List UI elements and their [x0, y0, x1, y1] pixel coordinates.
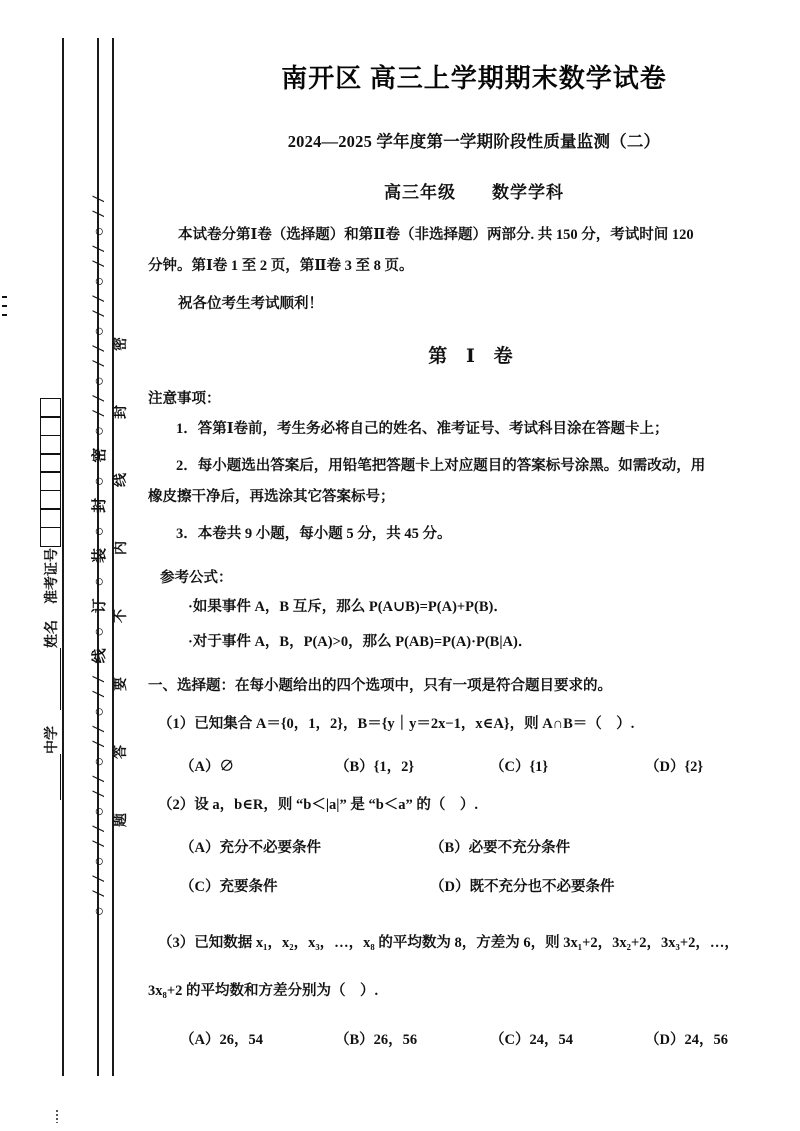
exam-subtitle: 2024—2025 学年度第一学期阶段性质量监测（二） [287, 132, 661, 151]
seal-dot-3: ○ [91, 573, 108, 587]
exam-id-box[interactable] [40, 398, 61, 418]
edge-tick [2, 305, 7, 307]
exam-id-label: 准考证号 [45, 548, 60, 604]
edge-tick [2, 296, 7, 298]
notice-item-3: 3．本卷共 9 小题，每小题 5 分，共 45 分。 [176, 526, 452, 542]
seal-dot-1: ○ [91, 473, 108, 487]
question-2-option-a[interactable]: （A）充分不必要条件 [180, 840, 321, 856]
seal-line-text [88, 38, 109, 1072]
seal-char-feng: 封 [92, 496, 108, 513]
question-block-2 [148, 790, 800, 914]
question-2-stem: （2）设 a，b∈R，则 “b＜|a|” 是 “b＜a” 的（ ）. [158, 797, 479, 813]
name-label: 姓名 [44, 620, 60, 648]
seal-char-mi: 密 [92, 446, 108, 463]
seal-tick-run: ○ / / ○ / / ○ / / ○ / / ○ / / [91, 674, 108, 917]
reference-formula-2: ·对于事件 A，B，P(A)>0，那么 P(AB)=P(A)·P(B|A)． [188, 634, 533, 650]
exam-id-box[interactable] [40, 435, 61, 455]
seal-dot-4: ○ [91, 623, 108, 637]
intro-line-1: 本试卷分第Ⅰ卷（选择题）和第Ⅱ卷（非选择题）两部分. 共 150 分，考试时间 120 [178, 227, 694, 243]
grade-subject-line: 高三年级 数学学科 [384, 183, 564, 202]
field-school[interactable] [41, 724, 61, 800]
page-edge-tick-marks [2, 296, 8, 330]
binding-margin [0, 0, 140, 1131]
exam-id-box[interactable] [40, 490, 61, 510]
seal-char-ding: 订 [92, 597, 108, 614]
question-3-option-d[interactable]: （D）24，56 [645, 1032, 728, 1048]
question-3-stem-cont: 3x₈+2 的平均数和方差分别为（ ）. [148, 983, 379, 999]
seal-dot-2: ○ [91, 523, 108, 537]
school-write-line[interactable] [48, 754, 61, 800]
question-1-options [148, 755, 800, 776]
question-1-option-d[interactable]: （D）{2} [645, 759, 704, 775]
field-name[interactable] [41, 618, 61, 710]
question-3-option-c[interactable]: （C）24，54 [490, 1032, 573, 1048]
seal-tick-run-2: ○ / / ○ / / ○ / / ○ / / ○ / / [91, 193, 108, 436]
section-heading-paper-one: 第 Ⅰ 卷 [428, 346, 520, 367]
question-2-option-c[interactable]: （C）充要条件 [180, 879, 278, 895]
seal-char-zhuang: 装 [92, 547, 108, 564]
edge-tick [2, 314, 7, 316]
student-info-fields [40, 384, 61, 800]
question-block-1 [148, 709, 800, 776]
question-3-option-b[interactable]: （B）26，56 [335, 1032, 418, 1048]
question-1-option-c[interactable]: （C）{1} [490, 759, 549, 775]
page-title: 南开区 高三上学期期末数学试卷 [281, 64, 667, 93]
scan-artifact-mark [56, 1110, 58, 1123]
question-block-3 [148, 928, 800, 1049]
notice-item-1: 1．答第Ⅰ卷前，考生务必将自己的姓名、准考证号、考试科目涂在答题卡上； [176, 421, 669, 437]
notice-title: 注意事项： [148, 391, 221, 407]
intro-wish-line: 祝各位考生考试顺利！ [178, 296, 323, 312]
question-1-option-a[interactable]: （A）∅ [180, 759, 234, 775]
binding-line-outer [62, 38, 64, 1076]
school-label: 中学 [44, 726, 60, 754]
exam-id-box[interactable] [40, 416, 61, 436]
exam-id-box[interactable] [40, 471, 61, 491]
question-3-stem: （3）已知数据 x₁，x₂，x₃，…，x₈ 的平均数为 8，方差为 6，则 3x₁+2，3x₂+2，3x₃+2，…， [158, 935, 739, 951]
seal-char-xian: 线 [92, 647, 108, 664]
exam-paper-body [148, 0, 800, 1131]
notice-item-2: 2．每小题选出答案后，用铅笔把答题卡上对应题目的答案标号涂黑。如需改动，用 [176, 458, 706, 474]
exam-id-box[interactable] [40, 508, 61, 528]
question-1-option-b[interactable]: （B）{1，2} [335, 759, 415, 775]
seal-warning-text: 题答要不内线封密 [114, 283, 129, 827]
question-1-stem: （1）已知集合 A＝{0，1，2}，B＝{y｜y＝2x−1，x∈A}，则 A∩B＝（ ）. [158, 716, 635, 732]
name-write-line[interactable] [48, 648, 61, 710]
question-3-options [148, 1028, 800, 1049]
part-one-heading: 一、选择题：在每小题给出的四个选项中，只有一项是符合题目要求的。 [148, 678, 612, 694]
question-3-option-a[interactable]: （A）26，54 [180, 1032, 263, 1048]
intro-line-2: 分钟。第Ⅰ卷 1 至 2 页，第Ⅱ卷 3 至 8 页。 [148, 258, 414, 274]
reference-formula-title: 参考公式： [160, 570, 233, 586]
reference-formula-1: ·如果事件 A，B 互斥，那么 P(A∪B)=P(A)+P(B)． [188, 599, 508, 615]
exam-id-box[interactable] [40, 527, 61, 547]
field-exam-id[interactable] [40, 398, 61, 604]
exam-intro-block [148, 220, 800, 320]
notice-item-2-cont: 橡皮擦干净后，再选涂其它答案标号； [148, 489, 395, 505]
exam-id-boxes[interactable] [40, 398, 61, 545]
exam-id-box[interactable] [40, 453, 61, 473]
question-2-option-b[interactable]: （B）必要不充分条件 [430, 840, 571, 856]
question-2-options [148, 836, 800, 914]
question-2-option-d[interactable]: （D）既不充分也不必要条件 [430, 879, 615, 895]
